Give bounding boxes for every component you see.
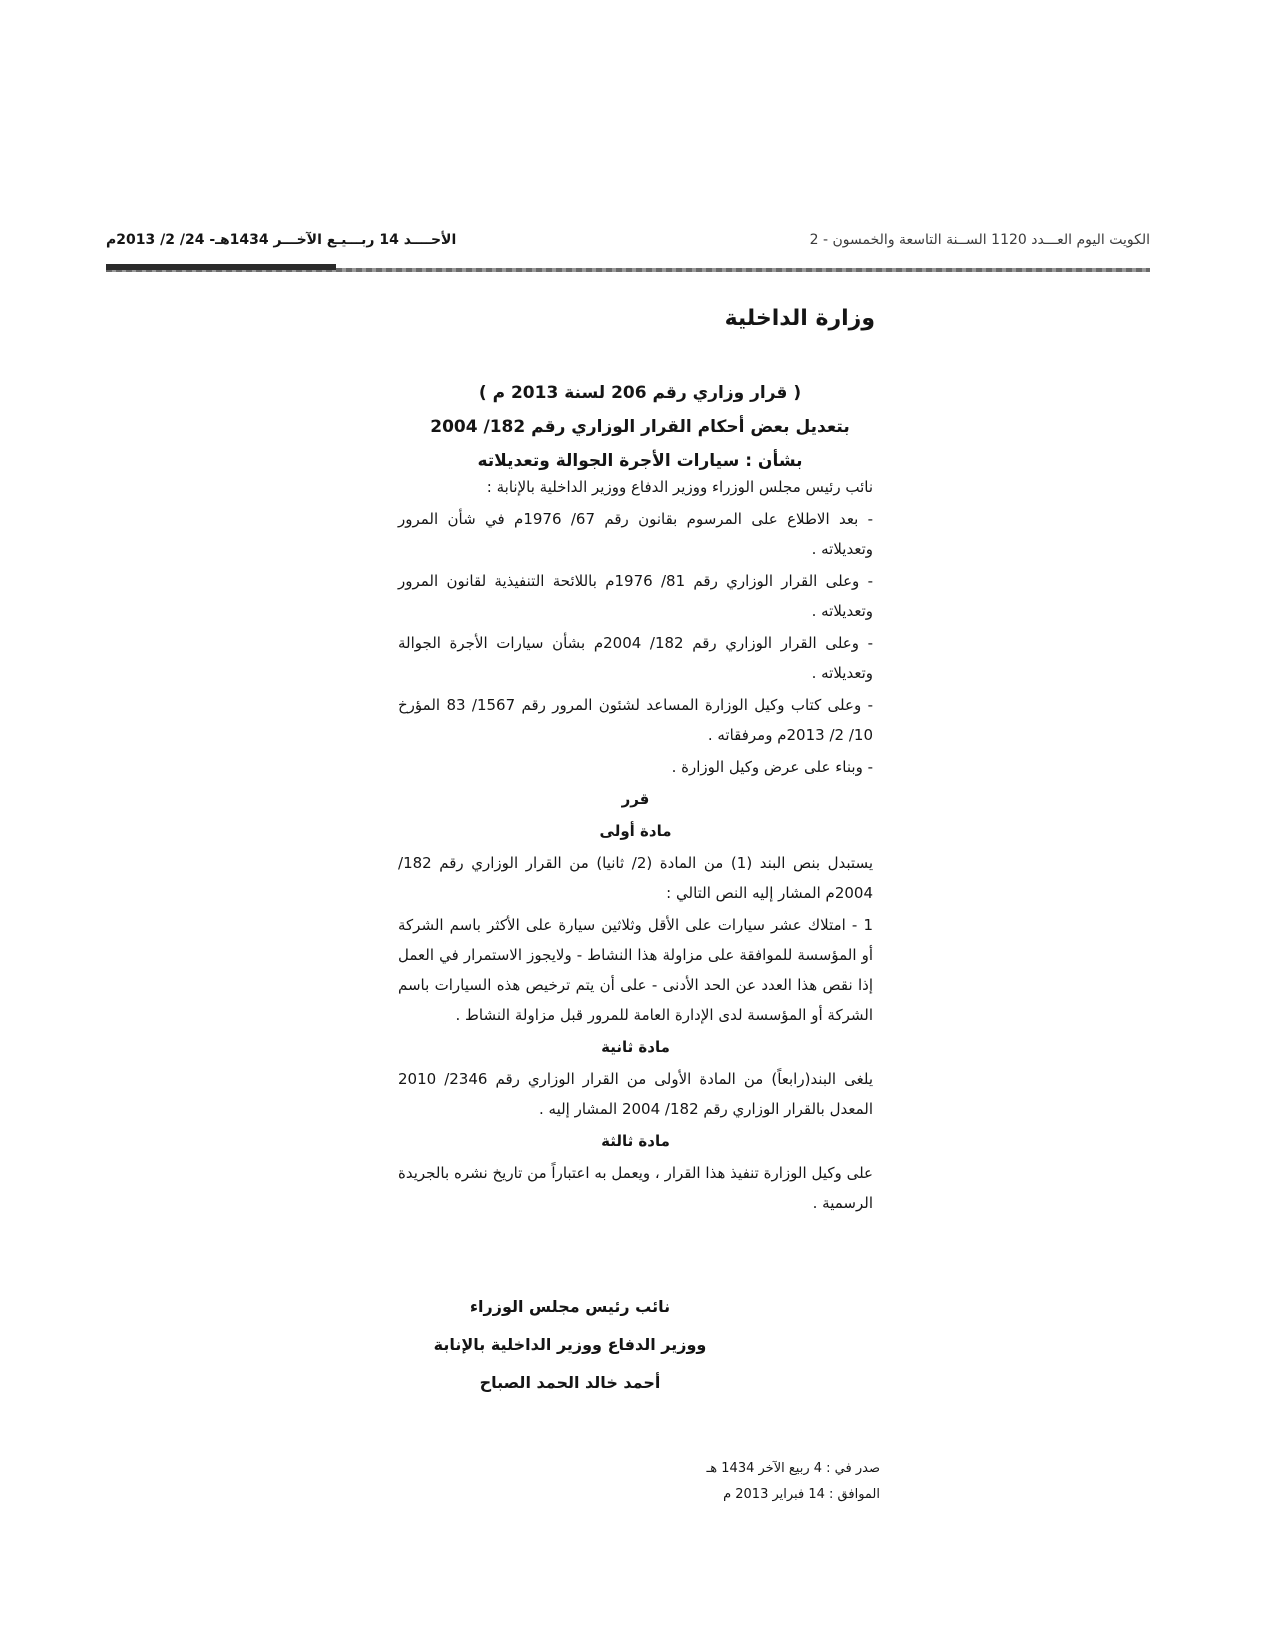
signature-block <box>420 1288 720 1402</box>
header-rule-accent <box>106 264 336 270</box>
decree-body <box>398 472 873 1220</box>
issue-date-block <box>640 1456 880 1508</box>
header-date: الأحــــد 14 ربـــيـع الآخـــر 1434هـ- 24/ 2/ 2013م <box>106 232 457 248</box>
signatory-title-2: ووزير الدفاع ووزير الداخلية بالإنابة <box>433 1335 707 1354</box>
decided-heading: قرر <box>621 790 650 808</box>
issued-hijri-date: صدر في : 4 ربيع الآخر 1434 هـ <box>706 1461 880 1476</box>
recital: - وعلى القرار الوزاري رقم 81/ 1976م باللائحة التنفيذية لقانون المرور وتعديلاته . <box>398 572 873 620</box>
page-header <box>106 226 1150 258</box>
signatory-name: أحمد خالد الحمد الصباح <box>479 1373 661 1392</box>
article-1-item: 1 - امتلاك عشر سيارات على الأقل وثلاثين سيارة على الأكثر باسم الشركة أو المؤسسة للموافقة على مزاولة هذا النشاط - ولايجوز الاستمرار في العمل إذا نقص هذا العدد عن الحد الأدنى - على أن يتم ترخيص هذه السيارات باسم الشركة أو المؤسسة لدى الإدارة العامة للمرور قبل مزاولة النشاط . <box>398 916 873 1024</box>
decree-title <box>405 376 875 478</box>
recital: - وعلى كتاب وكيل الوزارة المساعد لشئون المرور رقم 1567/ 83 المؤرخ 10/ 2/ 2013م ومرفقاته . <box>398 696 873 744</box>
decree-number: ( قرار وزاري رقم 206 لسنة 2013 م ) <box>478 383 802 403</box>
recital: - وعلى القرار الوزاري رقم 182/ 2004م بشأن سيارات الأجرة الجوالة وتعديلاته . <box>398 634 873 682</box>
recital: - وبناء على عرض وكيل الوزارة . <box>671 758 873 776</box>
article-3-heading: مادة ثالثة <box>601 1132 670 1150</box>
header-issue-info: الكويت اليوم العـــدد 1120 الســنة التاسعة والخمسون - 2 <box>809 232 1150 248</box>
decree-subject: بتعديل بعض أحكام القرار الوزاري رقم 182/ 2004 <box>430 417 850 437</box>
issued-gregorian-date: الموافق : 14 فبراير 2013 م <box>723 1487 880 1502</box>
decree-topic: بشأن : سيارات الأجرة الجوالة وتعديلاته <box>477 451 803 471</box>
article-2-heading: مادة ثانية <box>601 1038 670 1056</box>
recital: - بعد الاطلاع على المرسوم بقانون رقم 67/ 1976م في شأن المرور وتعديلاته . <box>398 510 874 558</box>
article-2-text: يلغى البند(رابعاً) من المادة الأولى من القرار الوزاري رقم 2346/ 2010 المعدل بالقرار الوزاري رقم 182/ 2004 المشار إليه . <box>398 1070 873 1118</box>
signatory-title-1: نائب رئيس مجلس الوزراء <box>469 1297 671 1316</box>
ministry-name: وزارة الداخلية <box>724 306 875 331</box>
decree-intro: نائب رئيس مجلس الوزراء ووزير الدفاع ووزير الداخلية بالإنابة : <box>486 478 873 496</box>
article-1-text: يستبدل بنص البند (1) من المادة (2/ ثانيا) من القرار الوزاري رقم 182/ 2004م المشار إليه النص التالي : <box>398 854 874 902</box>
article-1-heading: مادة أولى <box>599 822 672 840</box>
article-3-text: على وكيل الوزارة تنفيذ هذا القرار ، ويعمل به اعتباراً من تاريخ نشره بالجريدة الرسمية . <box>398 1164 873 1212</box>
